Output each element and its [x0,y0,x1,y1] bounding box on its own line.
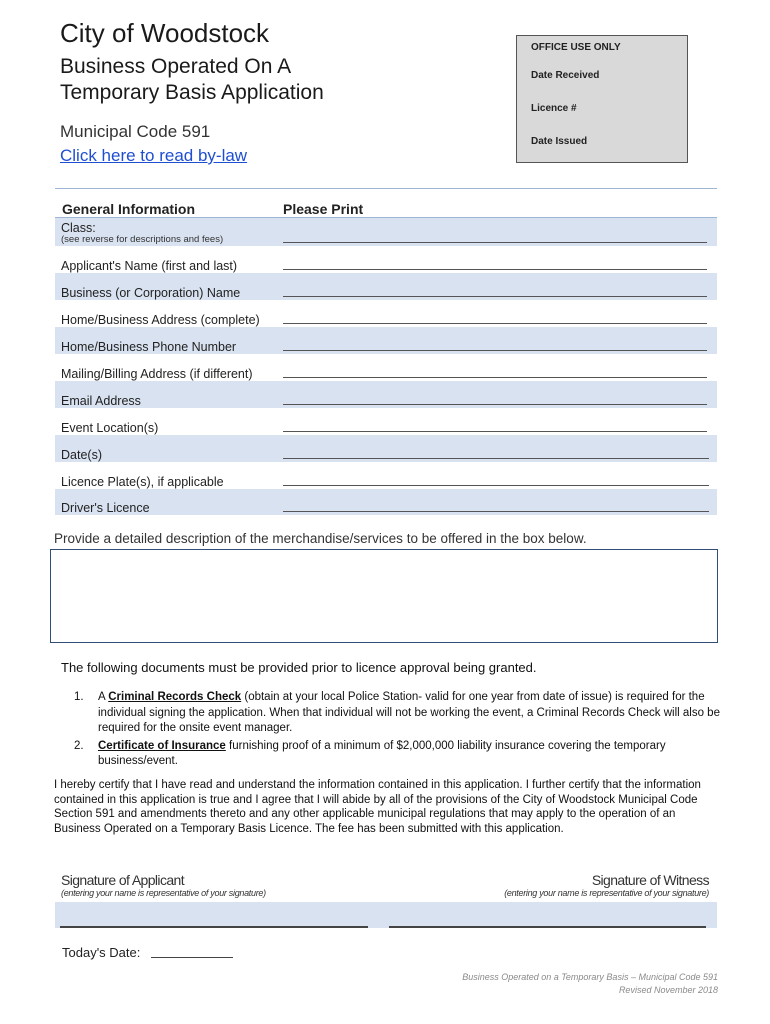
documents-intro: The following documents must be provided prior to licence approval being granted. [61,660,537,675]
form-subtitle-line2: Temporary Basis Application [60,81,324,104]
list-item [60,690,720,737]
todays-date-field[interactable] [151,957,233,958]
list-number: 1. [74,691,84,703]
section-title: General Information [62,201,196,217]
municipal-code: Municipal Code 591 [60,122,211,141]
page-title: City of Woodstock [60,18,270,48]
business-name-row [55,273,717,300]
phone-field[interactable] [283,350,707,351]
footer-revision: Revised November 2018 [618,985,718,995]
applicant-name-row [55,246,717,273]
address-row [55,300,717,327]
applicant-name-label: Applicant's Name (first and last) [61,259,238,273]
event-location-field[interactable] [283,431,707,432]
address-field[interactable] [283,323,707,324]
list-number: 2. [74,739,84,752]
drivers-licence-field[interactable] [283,511,709,512]
list-text: furnishing proof of a minimum of $2,000,000 liability insurance covering the temporary business/event. [98,739,666,767]
witness-signature-label: Signature of Witness [591,872,709,888]
applicant-signature-label: Signature of Applicant [61,872,185,888]
licence-plate-label: Licence Plate(s), if applicable [61,475,224,489]
mailing-address-field[interactable] [283,377,707,378]
certificate-of-insurance: Certificate of Insurance [98,739,226,752]
date-received-label: Date Received [531,70,600,81]
event-location-label: Event Location(s) [61,421,159,435]
witness-signature-note: (entering your name is representative of your signature) [504,888,709,898]
class-row [55,218,717,246]
class-note: (see reverse for descriptions and fees) [61,234,224,245]
dates-row [55,435,717,462]
email-label: Email Address [61,394,141,408]
todays-date-label: Today's Date: [62,945,141,960]
description-box[interactable] [50,549,718,643]
mailing-address-row [55,354,717,381]
email-row [55,381,717,408]
licence-plate-field[interactable] [283,485,709,486]
description-prompt: Provide a detailed description of the merchandise/services to be offered in the box below. [54,531,587,546]
form-subtitle-line1: Business Operated On A [60,55,292,78]
drivers-licence-row [55,489,717,515]
address-label: Home/Business Address (complete) [61,313,260,327]
mailing-address-label: Mailing/Billing Address (if different) [61,367,253,381]
office-use-heading: OFFICE USE ONLY [531,42,621,53]
date-issued-label: Date Issued [531,136,588,147]
phone-label: Home/Business Phone Number [61,340,237,354]
signature-bar [55,902,717,928]
list-text: A [98,691,109,703]
licence-plate-row [55,462,717,489]
footer-form-name: Business Operated on a Temporary Basis – Municipal Code 591 [462,972,718,982]
event-location-row [55,408,717,435]
list-item [60,739,720,770]
applicant-name-field[interactable] [283,269,707,270]
office-use-box [516,35,688,163]
column-title: Please Print [283,201,364,217]
class-field[interactable] [283,242,707,243]
criminal-records-check: Criminal Records Check [108,691,242,703]
list-text: (obtain at your local Police Station- valid for one year from date of issue) is required for the individual signing the application. When that individual will not be working the event, a Criminal Records Check will also be required for the onsite event manager. [98,691,720,734]
witness-signature-field[interactable] [389,926,706,928]
dates-field[interactable] [283,458,709,459]
phone-row [55,327,717,354]
business-name-label: Business (or Corporation) Name [61,286,241,300]
documents-list [60,690,720,772]
drivers-licence-label: Driver's Licence [61,501,150,515]
licence-number-label: Licence # [531,103,577,114]
bylaw-link[interactable]: Click here to read by-law [60,146,248,165]
dates-label: Date(s) [61,448,102,462]
divider [55,188,717,189]
class-label: Class: [61,221,96,235]
business-name-field[interactable] [283,296,707,297]
applicant-signature-field[interactable] [60,926,368,928]
email-field[interactable] [283,404,707,405]
certification-statement: I hereby certify that I have read and understand the information contained in this application. I further certify that the information contained in this application is true and I agree that I will abide by all of the provisions of the City of Woodstock Municipal Code Section 591 and amendments thereto and any other applicable municipal regulations that may apply to the operation of an Business Operated on a Temporary Basis Licence. The fee has been submitted with this application. [54,779,701,835]
applicant-signature-note: (entering your name is representative of your signature) [61,888,266,898]
